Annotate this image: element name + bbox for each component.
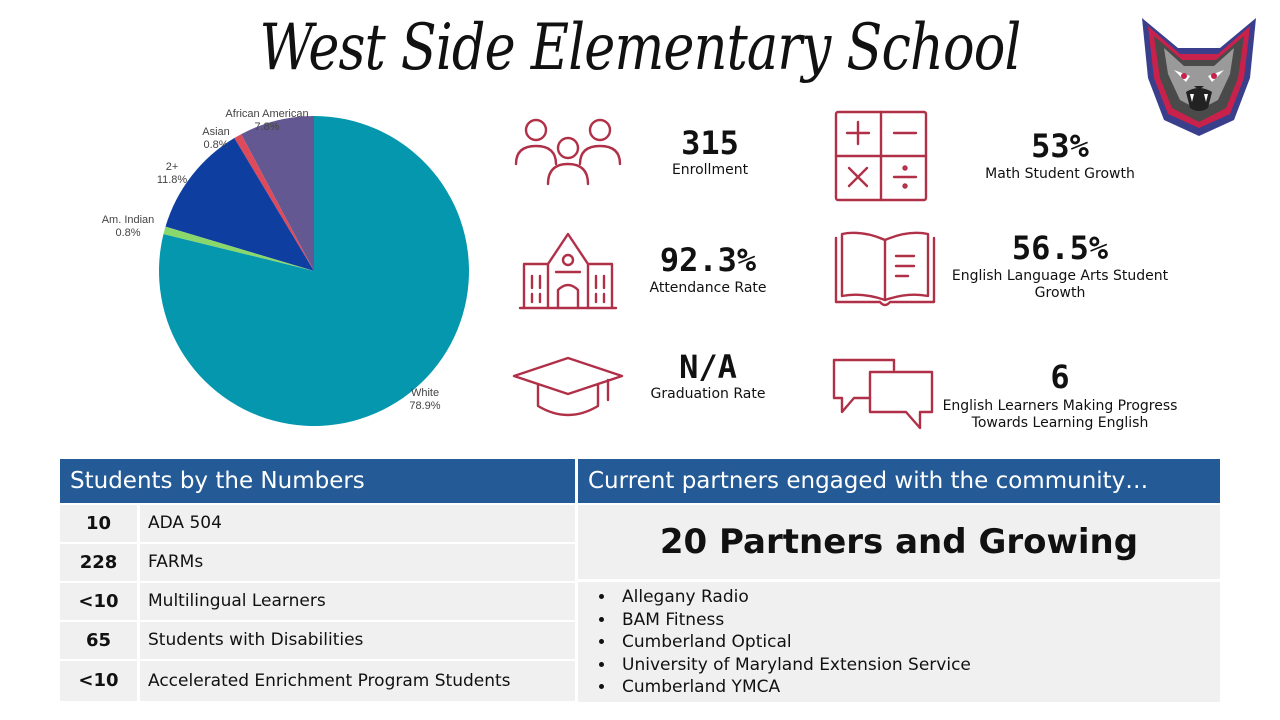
partners-panel — [578, 459, 1220, 702]
pie-value-label: 78.9% — [409, 400, 441, 412]
pie-label: White — [410, 387, 440, 399]
list-item: • Cumberland Optical — [616, 631, 1220, 654]
pie-label: Asian — [202, 126, 230, 138]
page-title: West Side Elementary School — [259, 11, 1021, 85]
partners-header: Current partners engaged with the community… — [578, 459, 1220, 503]
table-row — [60, 583, 575, 620]
table-row — [60, 622, 575, 659]
student-count: 228 — [60, 544, 137, 581]
pie-value-label: 7.8% — [254, 121, 280, 133]
student-category: FARMs — [140, 544, 575, 581]
enrollment-value: 315 — [681, 124, 739, 162]
partners-list — [578, 582, 1220, 702]
list-item: • Cumberland YMCA — [616, 676, 1220, 699]
partners-headline: 20 Partners and Growing — [578, 505, 1220, 579]
ela-label-line1: English Language Arts Student — [951, 268, 1169, 284]
wildcat-mascot-icon — [1134, 8, 1264, 138]
chat-bubbles-icon — [830, 356, 936, 430]
math-label: Math Student Growth — [985, 166, 1135, 182]
pie-value-label: 0.8% — [203, 139, 229, 151]
student-count: 65 — [60, 622, 137, 659]
math-value: 53% — [1031, 127, 1089, 165]
people-group-icon — [512, 116, 624, 188]
demographics-pie-chart — [90, 100, 490, 430]
table-row — [60, 505, 575, 542]
ela-stat — [940, 228, 1180, 302]
pie-label: Am. Indian — [101, 214, 155, 226]
student-count: <10 — [60, 661, 137, 701]
table-row — [60, 661, 575, 701]
attendance-label: Attendance Rate — [649, 280, 767, 296]
pie-value-label: 0.8% — [115, 227, 141, 239]
pie-value-label: 11.8% — [156, 174, 188, 186]
graduation-value: N/A — [679, 348, 737, 386]
student-category: Accelerated Enrichment Program Students — [140, 661, 575, 701]
attendance-stat — [618, 240, 798, 297]
student-count: 10 — [60, 505, 137, 542]
list-item: • BAM Fitness — [616, 609, 1220, 632]
graduation-label: Graduation Rate — [650, 386, 766, 402]
student-category: Students with Disabilities — [140, 622, 575, 659]
attendance-value: 92.3% — [659, 241, 757, 279]
list-item: • Allegany Radio — [616, 586, 1220, 609]
enrollment-label: Enrollment — [671, 162, 749, 178]
table-row — [60, 544, 575, 581]
ela-label-line2: Growth — [1034, 285, 1086, 301]
graduation-stat — [618, 348, 798, 403]
school-building-icon — [518, 228, 618, 310]
list-item: • University of Maryland Extension Service — [616, 654, 1220, 677]
pie-label: African American — [225, 108, 309, 120]
el-label-line1: English Learners Making Progress — [942, 398, 1178, 414]
student-category: ADA 504 — [140, 505, 575, 542]
calculator-icon — [834, 110, 928, 202]
el-label-line2: Towards Learning English — [971, 415, 1149, 431]
student-category: Multilingual Learners — [140, 583, 575, 620]
students-panel — [60, 459, 575, 701]
pie-label: 2+ — [165, 161, 179, 173]
el-stat — [930, 356, 1190, 432]
student-count: <10 — [60, 583, 137, 620]
open-book-icon — [832, 230, 938, 310]
ela-value: 56.5% — [1011, 229, 1109, 267]
math-stat — [960, 126, 1160, 183]
students-header: Students by the Numbers — [60, 459, 575, 503]
graduation-cap-icon — [512, 356, 624, 420]
enrollment-stat — [630, 124, 790, 179]
el-value: 6 — [1050, 358, 1070, 396]
